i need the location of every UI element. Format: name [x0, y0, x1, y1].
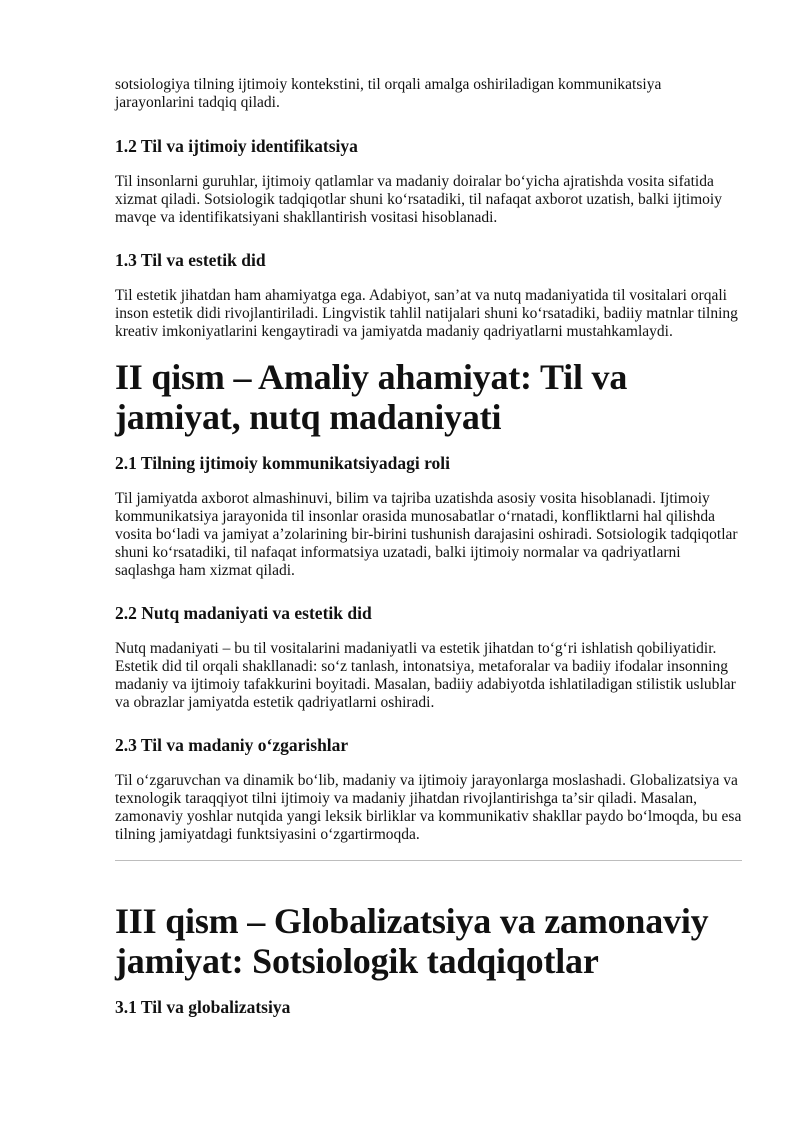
section-paragraph-2-1: Til jamiyatda axborot almashinuvi, bilim va tajriba uzatishda asosiy vosita hisoblanadi. Ijtimoiy kommunikatsiya jarayonida til insonlar orasida munosabatlar oʻrnatadi, konfliktlarni hal qilishda vosita boʻladi va jamiyat aʼzolarining bir-birini tushunish darajasini oshiradi. Sotsiologik tadqiqotlar shuni koʻrsatadiki, til nafaqat informatsiya uzatadi, balki ijtimoiy normalar va qadriyatlarni saqlashga ham xizmat qiladi. [115, 490, 738, 579]
intro-paragraph: sotsiologiya tilning ijtimoiy kontekstini, til orqali amalga oshiriladigan kommunikatsiya jarayonlarini tadqiq qiladi. [115, 76, 662, 111]
section-heading-2-1: 2.1 Tilning ijtimoiy kommunikatsiyadagi roli [115, 453, 451, 473]
part-2-title: II qism – Amaliy ahamiyat: Til va jamiyat, nutq madaniyati [115, 357, 628, 437]
part-3-title: III qism – Globalizatsiya va zamonaviy jamiyat: Sotsiologik tadqiqotlar [115, 901, 709, 981]
section-paragraph-2-3: Til oʻzgaruvchan va dinamik boʻlib, madaniy va ijtimoiy jarayonlarga moslashadi. Globalizatsiya va texnologik taraqqiyot tilni ijtimoiy va madaniy jihatdan rivojlantirishga taʼsir qiladi. Masalan, zamonaviy yoshlar nutqida yangi leksik birliklar va kommunikativ shakllar paydo boʻlmoqda, bu esa tilning jamiyatdagi funktsiyasini oʻzgartirmoqda. [115, 772, 742, 843]
section-heading-3-1: 3.1 Til va globalizatsiya [115, 997, 291, 1017]
section-paragraph-1-3: Til estetik jihatdan ham ahamiyatga ega. Adabiyot, sanʼat va nutq madaniyatida til vositalari orqali inson estetik didi rivojlantiriladi. Lingvistik tahlil natijalari shuni koʻrsatadiki, badiiy matnlar tilning kreativ imkoniyatlarini kengaytiradi va jamiyatda madaniy qadriyatlarni mustahkamlaydi. [115, 287, 738, 340]
section-divider [115, 860, 742, 861]
section-paragraph-2-2: Nutq madaniyati – bu til vositalarini madaniyatli va estetik jihatdan toʻgʻri ishlatish qobiliyatidir. Estetik did til orqali shakllanadi: soʻz tanlash, intonatsiya, metaforalar va badiiy ifodalar insonning madaniy va ijtimoiy tafakkurini boyitadi. Masalan, badiiy adabiyotda ishlatiladigan stilistik uslublar va obrazlar jamiyatda estetik qadriyatlarni oshiradi. [115, 640, 736, 711]
section-heading-1-2: 1.2 Til va ijtimoiy identifikatsiya [115, 136, 358, 156]
section-heading-1-3: 1.3 Til va estetik did [115, 250, 266, 270]
section-heading-2-2: 2.2 Nutq madaniyati va estetik did [115, 603, 372, 623]
section-heading-2-3: 2.3 Til va madaniy oʻzgarishlar [115, 735, 349, 755]
section-paragraph-1-2: Til insonlarni guruhlar, ijtimoiy qatlamlar va madaniy doiralar boʻyicha ajratishda vosita sifatida xizmat qiladi. Sotsiologik tadqiqotlar shuni koʻrsatadiki, til nafaqat axborot uzatish, balki ijtimoiy mavqe va identifikatsiyani shakllantirish vositasi hisoblanadi. [115, 173, 722, 226]
